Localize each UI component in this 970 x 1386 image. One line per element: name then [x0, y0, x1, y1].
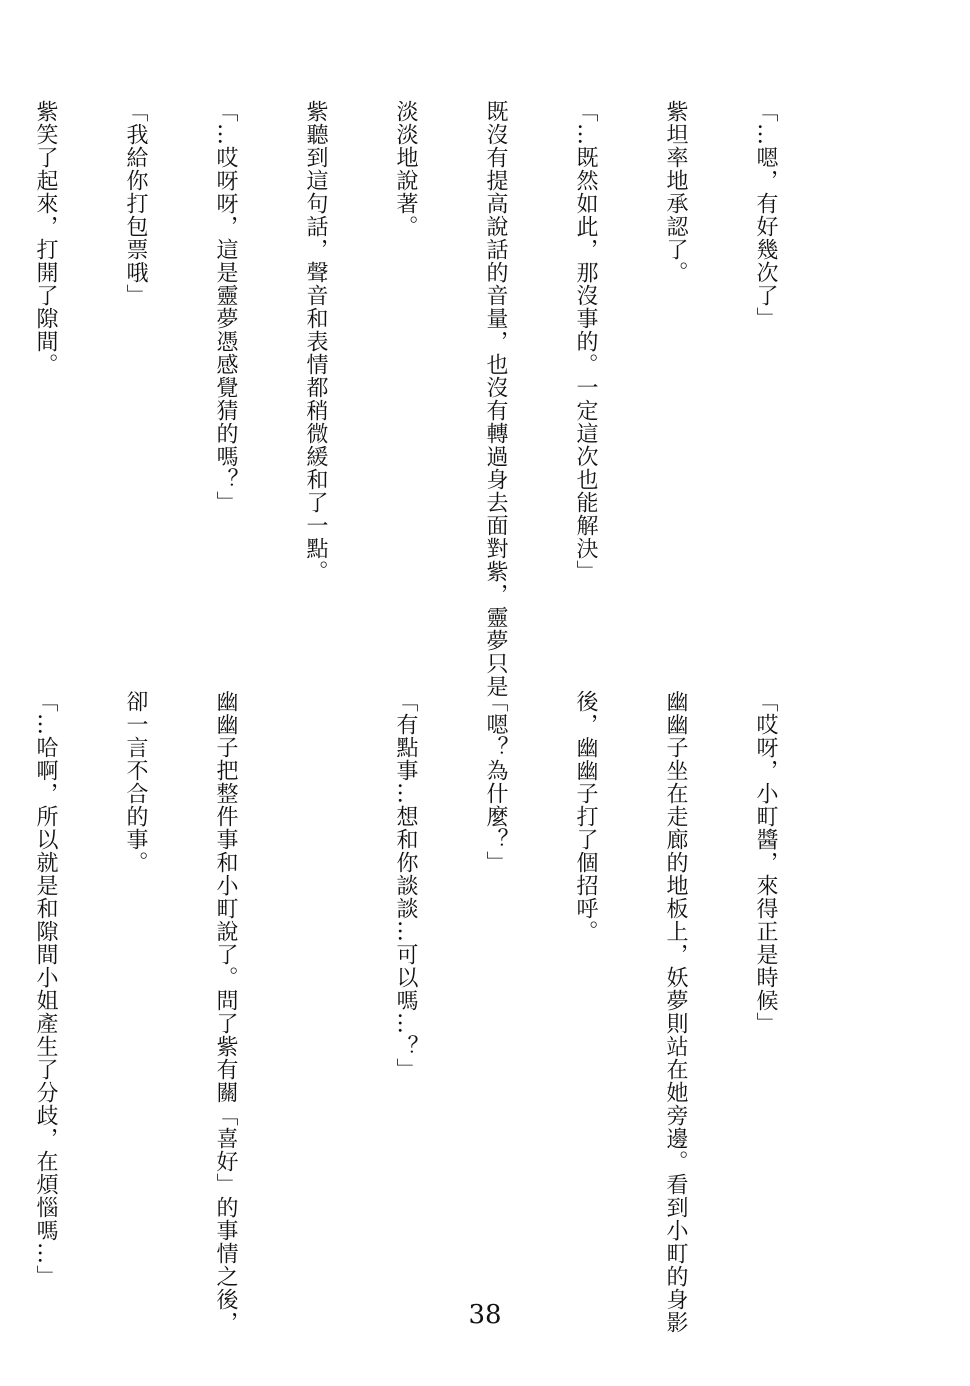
text-line: 「…嗯，有好幾次了」: [753, 100, 778, 330]
text-line: 「有點事…想和你談談…可以嗎…？」: [393, 690, 418, 1081]
text-line: 「哎呀，小町醬，來得正是時候」: [753, 690, 778, 1035]
text-line: 紫聽到這句話，聲音和表情都稍微緩和了一點。: [303, 100, 328, 583]
text-line: 「嗯？為什麼？」: [483, 690, 508, 874]
text-line: 後，幽幽子打了個招呼。: [573, 690, 598, 943]
text-line: 「…哈啊，所以就是和隙間小姐產生了分歧，在煩惱嗎…」: [33, 690, 58, 1288]
text-line: 淡淡地說著。: [393, 100, 418, 238]
page-number: 38: [468, 1300, 502, 1330]
text-line: 幽幽子把整件事和小町說了。問了紫有關「喜好」的事情之後，: [213, 690, 238, 1334]
text-line: 既沒有提高說話的音量，也沒有轉過身去面對紫，靈夢只是: [483, 100, 508, 698]
text-line: 卻一言不合的事。: [123, 690, 148, 874]
text-line: 紫坦率地承認了。: [663, 100, 688, 284]
text-line: 紫笑了起來，打開了隙間。: [33, 100, 58, 376]
text-line: 「我給你打包票哦」: [123, 100, 148, 307]
blank-line: [300, 690, 330, 1340]
text-line: 幽幽子坐在走廊的地板上，妖夢則站在她旁邊。看到小町的身影: [663, 690, 688, 1334]
text-line: 「…既然如此，那沒事的。一定這次也能解決」: [573, 100, 598, 583]
text-line: 「…哎呀呀，這是靈夢憑感覺猜的嗎？」: [213, 100, 238, 514]
lower-text-block: [33, 690, 840, 1340]
upper-text-block: [33, 100, 840, 700]
